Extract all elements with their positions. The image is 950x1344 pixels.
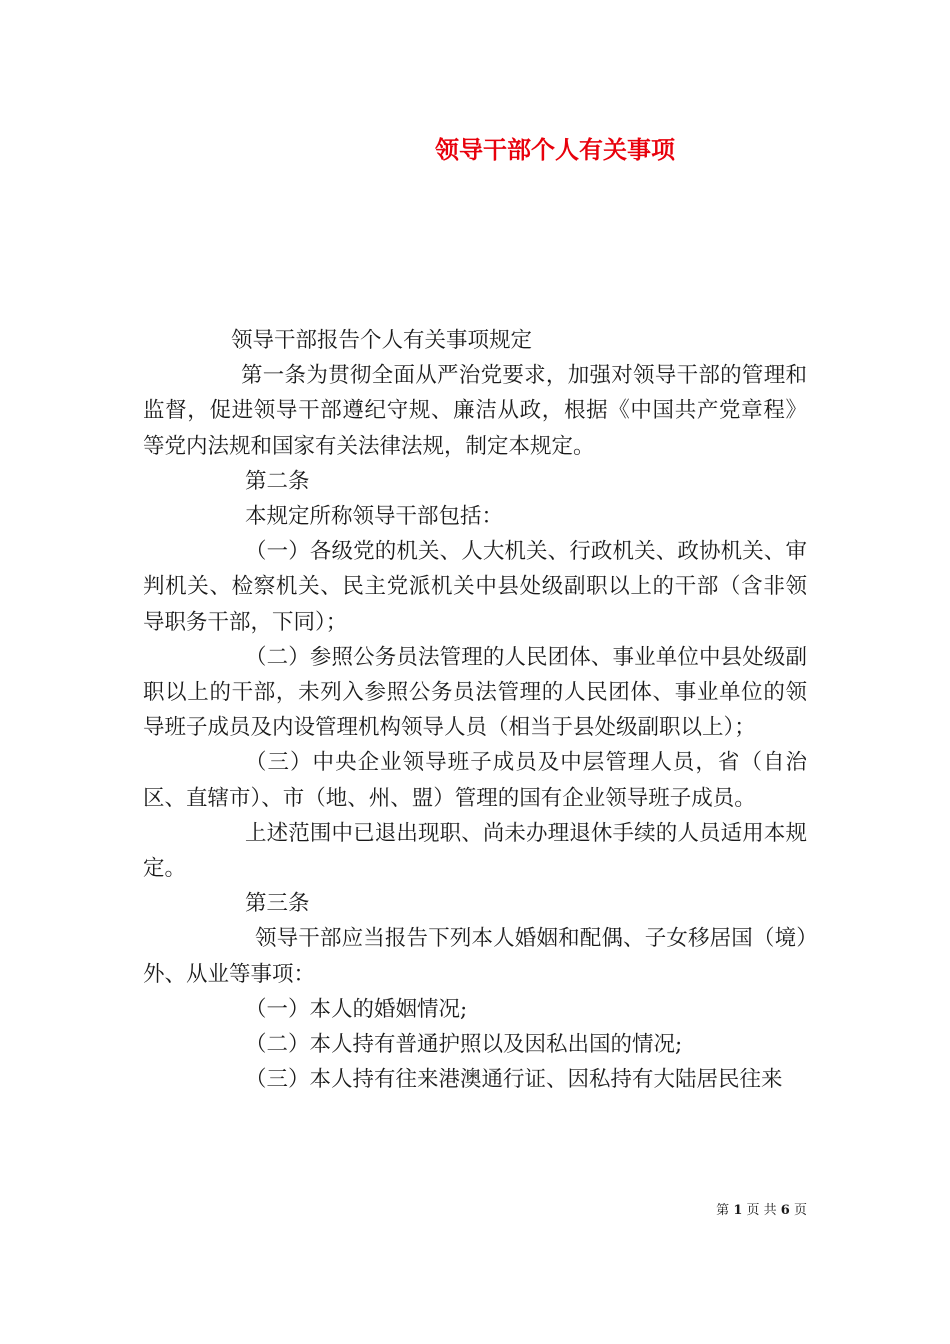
- current-page-number: 1: [733, 1203, 743, 1218]
- article-2-item-3: （三）中央企业领导班子成员及中层管理人员，省（自治区、直辖市）、市（地、州、盟）管理的国有企业领导班子成员。: [143, 750, 807, 811]
- article-3-item-3: （三）本人持有往来港澳通行证、因私持有大陆居民往来: [245, 1067, 783, 1093]
- footer-middle: 页 共: [746, 1203, 777, 1218]
- article-2-scope-note: 上述范围中已退出现职、尚未办理退休手续的人员适用本规定。: [143, 820, 807, 882]
- footer-suffix: 页: [793, 1203, 807, 1218]
- regulation-title: 领导干部报告个人有关事项规定: [231, 328, 533, 353]
- article-2-item-2: （二）参照公务员法管理的人民团体、事业单位中县处级副职以上的干部，未列入参照公务员法管理的人民团体、事业单位的领导班子成员及内设管理机构领导人员（相当于县处级副职以上）；: [143, 644, 807, 741]
- article-2-item-1: （一）各级党的机关、人大机关、行政机关、政协机关、审判机关、检察机关、民主党派机关中县处级副职以上的干部（含非领导职务干部，下同）；: [143, 539, 807, 635]
- article-1-paragraph: 第一条为贯彻全面从严治党要求，加强对领导干部的管理和监督，促进领导干部遵纪守规、廉洁从政，根据《中国共产党章程》等党内法规和国家有关法律法规，制定本规定。: [143, 363, 807, 459]
- article-2-intro: 本规定所称领导干部包括：: [245, 504, 504, 530]
- article-2-heading: 第二条: [245, 468, 310, 494]
- page-number-footer: [716, 1202, 807, 1220]
- article-3-item-2: （二）本人持有普通护照以及因私出国的情况;: [245, 1032, 683, 1058]
- total-page-number: 6: [780, 1203, 790, 1218]
- article-3-intro: 领导干部应当报告下列本人婚姻和配偶、子女移居国（境）外、从业等事项：: [143, 926, 807, 987]
- article-3-heading: 第三条: [245, 891, 310, 917]
- document-body: [143, 323, 807, 1097]
- footer-prefix: 第: [716, 1203, 730, 1218]
- article-3-item-1: （一）本人的婚姻情况;: [245, 996, 468, 1022]
- document-title: 领导干部个人有关事项: [435, 135, 675, 164]
